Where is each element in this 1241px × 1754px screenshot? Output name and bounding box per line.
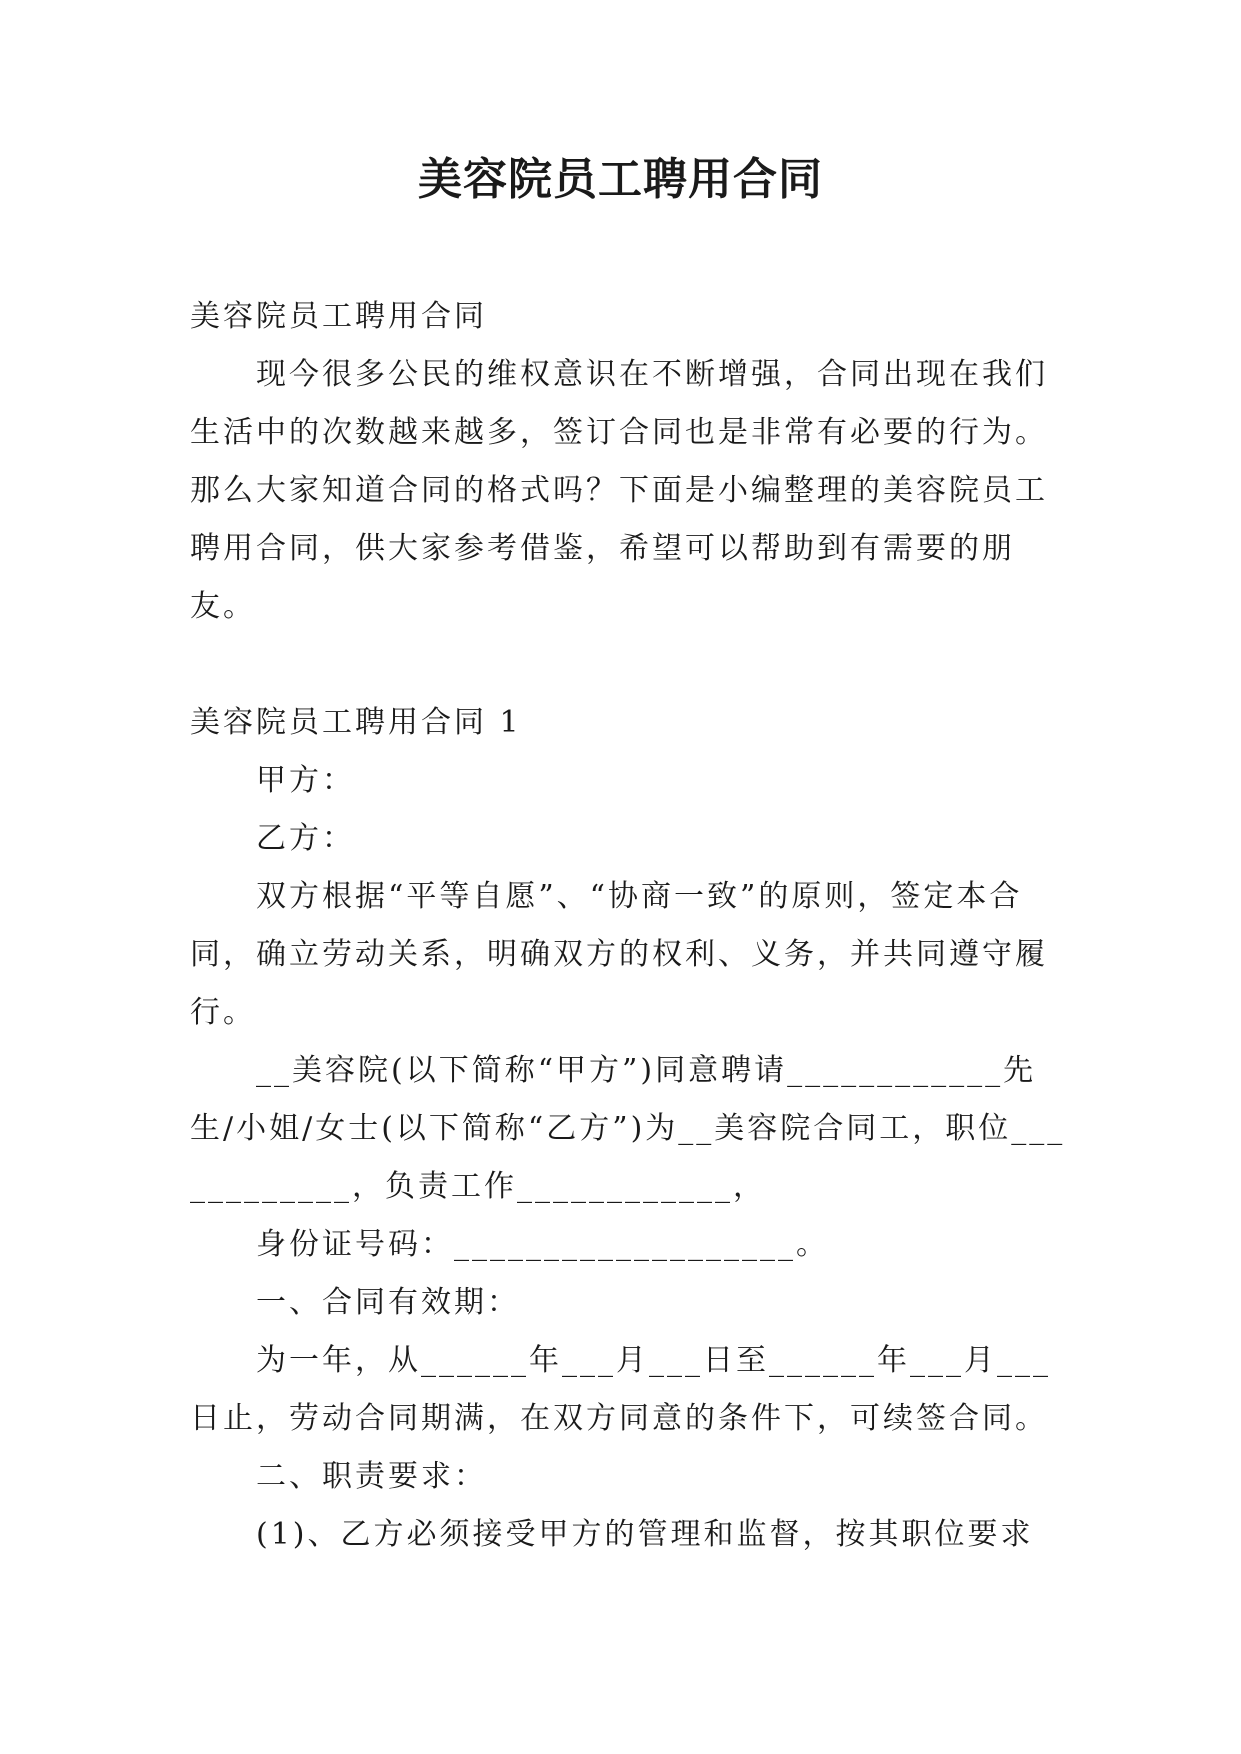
subtitle-paragraph: 美容院员工聘用合同 (190, 299, 487, 334)
intro-paragraph: 现今很多公民的维权意识在不断增强，合同出现在我们生活中的次数越来越多，签订合同也是非常有必要的行为。那么大家知道合同的格式吗？下面是小编整理的美容院员工聘用合同，供大家参考借鉴，希望可以帮助到有需要的朋友。 (190, 357, 1048, 624)
paragraph-spacer (190, 636, 1070, 694)
party-a-line: 甲方： (256, 763, 355, 798)
document-body (190, 288, 1070, 1564)
principle-paragraph: 双方根据“平等自愿”、“协商一致”的原则，签定本合同，确立劳动关系，明确双方的权利、义务，并共同遵守履行。 (190, 879, 1048, 1030)
contract-heading: 美容院员工聘用合同 1 (190, 705, 522, 740)
document-title: 美容院员工聘用合同 (418, 154, 823, 205)
party-b-line: 乙方： (256, 821, 355, 856)
section-one-heading: 一、合同有效期： (256, 1285, 520, 1320)
duty-item-1: (1)、乙方必须接受甲方的管理和监督，按其职位要求 (256, 1517, 1034, 1552)
section-two-heading: 二、职责要求： (256, 1459, 487, 1494)
id-number-line: 身份证号码：___________________。 (256, 1227, 829, 1262)
term-paragraph: 为一年，从______年___月___日至______年___月___日止，劳动合同期满，在双方同意的条件下，可续签合同。 (190, 1343, 1051, 1436)
employment-paragraph: __美容院(以下简称“甲方”)同意聘请____________先生/小姐/女士(以下简称“乙方”)为__美容院合同工，职位____________，负责工作____________， (190, 1053, 1066, 1204)
